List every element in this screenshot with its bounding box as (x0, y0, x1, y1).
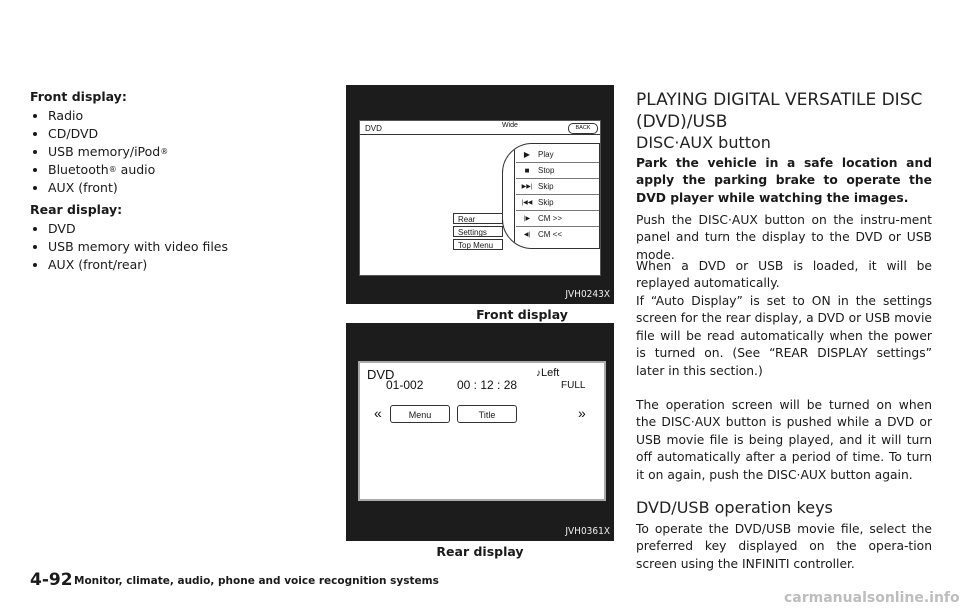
rear-display-screen (358, 361, 606, 501)
paragraph: The operation screen will be turned on when the DISC·AUX button is pushed while a DVD or USB movie file is being played, and it will turn off automatically after a period of time. To turn it on again, push the DISC·AUX button again. (636, 398, 932, 482)
operation-keys-heading: DVD/USB operation keys (636, 498, 833, 517)
play-item[interactable]: ▶ Play (516, 147, 599, 163)
bullet-icon (33, 168, 37, 172)
front-display-caption: Front display (476, 307, 568, 322)
front-display-heading: Front display: (30, 89, 127, 104)
list-item: CD/DVD (30, 126, 98, 141)
divider (360, 134, 600, 135)
list-item: Radio (30, 108, 83, 123)
cm-back-item[interactable]: ◀| CM << (516, 227, 599, 242)
back-button[interactable]: BACK (568, 123, 598, 134)
skip-back-item[interactable]: |◀◀ Skip (516, 195, 599, 211)
list-item: Bluetooth ® audio (30, 162, 155, 177)
list-item: AUX (front) (30, 180, 118, 195)
warning-text: Park the vehicle in a safe location and apply the parking brake to operate the DVD player while watching the images. (636, 156, 932, 205)
skip-back-icon: |◀◀ (521, 200, 533, 206)
bullet-icon (33, 150, 37, 154)
next-arrow-icon[interactable]: » (578, 405, 586, 421)
list-item: DVD (30, 221, 76, 236)
page-number: 4-92 (30, 570, 73, 590)
audio-icon: ♪ (536, 368, 541, 379)
audio-channel: ♪Left (536, 367, 560, 379)
figure-code: JVH0361X (565, 526, 610, 537)
bullet-icon (33, 186, 37, 190)
disc-aux-heading: DISC·AUX button (636, 133, 771, 152)
list-item: USB memory with video files (30, 239, 228, 254)
rear-display-caption: Rear display (436, 544, 524, 559)
playback-menu (502, 143, 600, 249)
stop-item[interactable]: ■ Stop (516, 163, 599, 179)
bullet-icon (33, 132, 37, 136)
section-title: Monitor, climate, audio, phone and voice recognition systems (74, 575, 439, 587)
paragraph: When a DVD or USB is loaded, it will be replayed automatically. (636, 259, 932, 291)
rear-button[interactable]: Rear (453, 213, 503, 224)
top-menu-button[interactable]: Top Menu (453, 239, 503, 250)
play-icon: ▶ (523, 150, 531, 159)
screen-title: DVD (367, 367, 395, 382)
bullet-icon (33, 114, 37, 118)
skip-forward-item[interactable]: ▶▶| Skip (516, 179, 599, 195)
front-display-screen (359, 120, 601, 276)
cm-back-icon: ◀| (523, 232, 531, 238)
bullet-icon (33, 263, 37, 267)
skip-forward-icon: ▶▶| (521, 184, 533, 190)
paragraph: If “Auto Display” is set to ON in the settings screen for the rear display, a DVD or USB movie file will be read automatically when the power is turned on. (See “REAR DISPLAY settings” later in this section.) (636, 294, 932, 378)
cm-forward-icon: |▶ (523, 216, 531, 222)
figure-code: JVH0243X (565, 289, 610, 300)
menu-scrollbar[interactable] (508, 144, 515, 248)
paragraph: Push the DISC·AUX button on the instru-ment panel and turn the display to the DVD or USB mode. (636, 213, 932, 262)
list-item: USB memory/iPod ® (30, 144, 168, 159)
watermark: carmanualsonline.info (784, 590, 960, 606)
front-display-figure (346, 85, 614, 304)
section-heading: PLAYING DIGITAL VERSATILE DISC (DVD)/USB (636, 90, 923, 132)
rear-display-heading: Rear display: (30, 202, 123, 217)
previous-arrow-icon[interactable]: « (374, 405, 382, 421)
paragraph: To operate the DVD/USB movie file, select the preferred key displayed on the opera-tion screen using the INFINITI controller. (636, 522, 932, 571)
title-button[interactable]: Title (457, 405, 517, 423)
settings-button[interactable]: Settings (453, 226, 503, 237)
rear-display-figure (346, 323, 614, 541)
play-time: 00 : 12 : 28 (457, 378, 518, 392)
bullet-icon (33, 227, 37, 231)
cm-forward-item[interactable]: |▶ CM >> (516, 211, 599, 227)
bullet-icon (33, 245, 37, 249)
stop-icon: ■ (524, 166, 530, 175)
list-item: AUX (front/rear) (30, 257, 147, 272)
track-number: 01-002 (386, 378, 424, 392)
screen-title: DVD (365, 124, 382, 133)
menu-button[interactable]: Menu (390, 405, 450, 423)
wide-mode-label: Wide (502, 122, 518, 129)
screen-size-label: FULL (561, 380, 586, 391)
